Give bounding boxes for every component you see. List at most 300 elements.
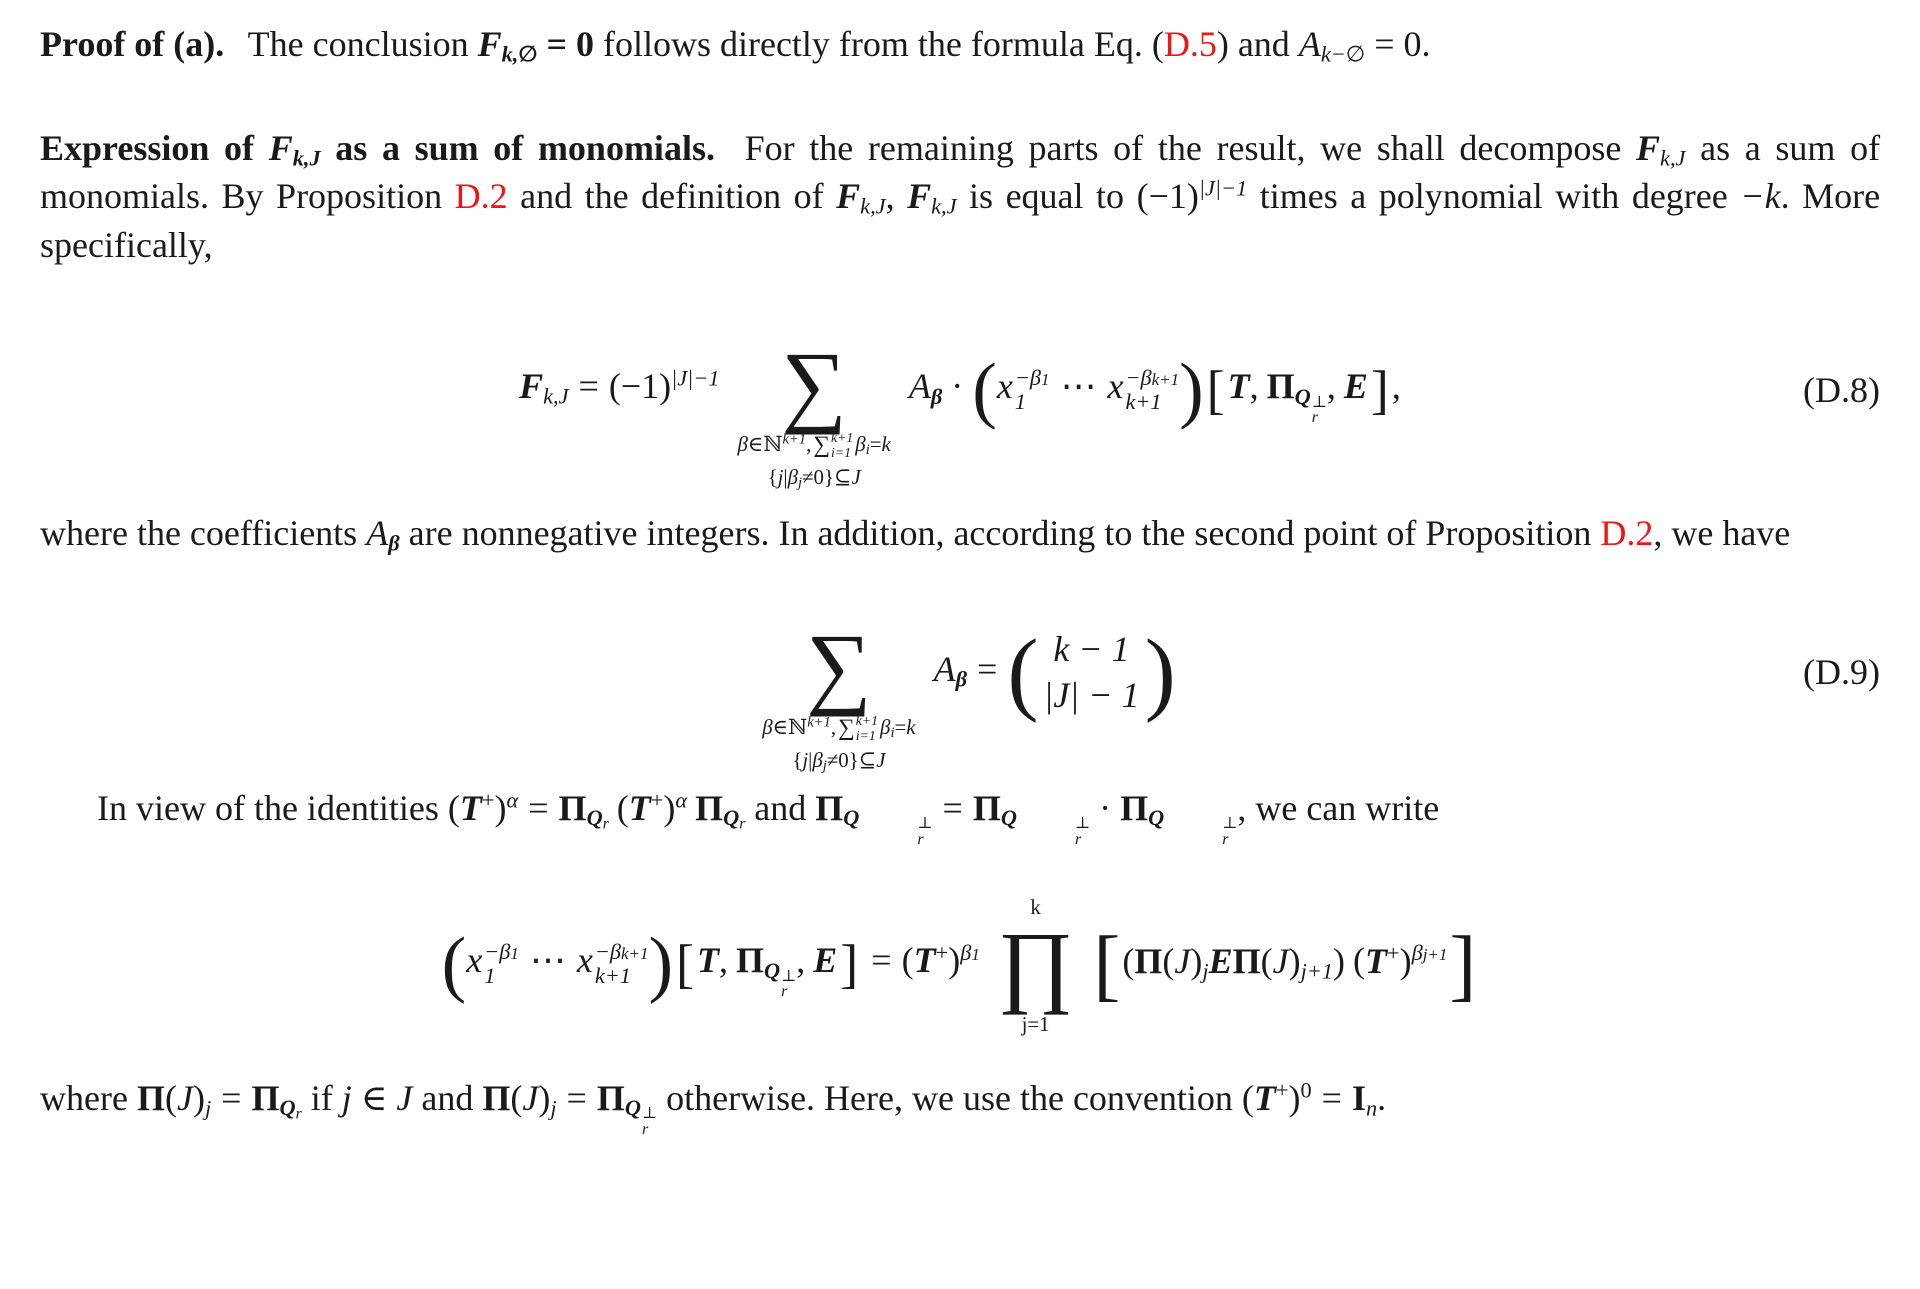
product-symbol: ∏ [997, 912, 1074, 1015]
math-var: E [813, 940, 838, 981]
math-sub: r [739, 815, 746, 833]
text-run: For the remaining parts of the result, we shall decompose [744, 128, 1622, 169]
text-run: if [310, 1077, 333, 1118]
big-right-paren: ) [1144, 620, 1176, 724]
math-f-k-j [836, 176, 886, 220]
paren: ( [164, 1077, 177, 1118]
paren: ) [1333, 940, 1345, 981]
supsub-stack [1125, 366, 1179, 414]
pi-projector: Π [1120, 787, 1149, 828]
math-sign-power [1137, 176, 1248, 216]
pi-projector: Π [695, 787, 724, 828]
equals-sign: = [942, 787, 963, 828]
math-var: Q [1294, 383, 1311, 409]
math-var: J [876, 747, 886, 772]
section-heading: Expression of [40, 128, 255, 169]
paragraph-expression [40, 124, 1880, 269]
math-sup-index: k+1 [1151, 369, 1180, 389]
math-var: E [1208, 940, 1233, 981]
math-sub: r [1222, 830, 1229, 848]
big-product-operator [998, 891, 1074, 1038]
punctuation: , [885, 176, 895, 217]
paren: ) [1190, 940, 1203, 981]
math-sup: k+1 [807, 714, 831, 731]
math-sub: k,J [543, 383, 569, 409]
math-sub: k,∅ [501, 41, 538, 67]
eq-d9-rhs [933, 620, 1176, 724]
equation-tag-d8: (D.8) [1803, 370, 1880, 411]
pi-projector: Π [136, 1077, 165, 1118]
identity-2 [815, 787, 1238, 848]
product-upper-limit: k [1030, 894, 1041, 919]
perp-r-stack [1312, 395, 1327, 426]
sum-limits-line2 [768, 464, 861, 491]
math-sub: β [955, 666, 967, 692]
math-sup: + [935, 940, 949, 966]
math-var: J [851, 465, 861, 490]
sum-bounds-stack [856, 714, 878, 744]
math-var: J [1272, 940, 1289, 981]
big-left-paren: ( [972, 348, 997, 431]
cdot-operator: · [951, 366, 964, 407]
math-sup: + [1387, 940, 1400, 966]
math-var: Q [723, 805, 740, 831]
sum-symbol: ∑ [813, 432, 830, 459]
math-sub: r [781, 983, 788, 1001]
big-left-paren: ( [1007, 620, 1039, 724]
pi-projector: Π [596, 1077, 625, 1118]
math-sub: i [890, 724, 895, 741]
math-sub: i=1 [855, 727, 876, 743]
math-sub: j [798, 475, 803, 492]
math-sup: 0 [1300, 1077, 1312, 1103]
punctuation: , [1249, 366, 1259, 407]
text-run: where [40, 1077, 128, 1118]
math-sub: i [865, 442, 870, 459]
big-left-paren: ( [441, 922, 467, 1005]
pi-j-definition-1 [136, 1077, 302, 1123]
math-sup: k+1 [831, 430, 854, 446]
math-sub [1000, 805, 1091, 848]
math-sub: j [822, 757, 827, 774]
math-sub: 1 [484, 963, 496, 989]
math-sub: k+1 [1125, 389, 1162, 415]
math-sup: α [675, 787, 688, 813]
math-sup: k+1 [782, 431, 807, 448]
pi-projector: Π [251, 1077, 280, 1118]
neq-zero-subset: ≠0}⊆ [802, 465, 852, 490]
right-bracket: ] [1370, 360, 1389, 421]
math-sub: j [204, 1095, 212, 1121]
binomial-top: k − 1 [1053, 628, 1130, 669]
math-var: A [366, 513, 389, 554]
paren: ( [1241, 1077, 1254, 1118]
math-sub: i=1 [831, 445, 851, 461]
math-var: β [737, 432, 748, 457]
proof-heading: Proof of (a). [40, 24, 225, 64]
section-heading: as a sum of monomials. [335, 128, 715, 169]
equals-sign: = [528, 787, 549, 828]
pi-projector: Π [558, 787, 587, 828]
math-var: j [341, 1077, 352, 1118]
equation-d8 [40, 315, 1880, 492]
cdots: ⋯ [529, 940, 566, 981]
sum-symbol: ∑ [838, 714, 855, 741]
paren: ) [538, 1077, 551, 1118]
paren: ( [616, 787, 629, 828]
text-run: ) and [1216, 24, 1290, 64]
text-run: where the coefficients [40, 513, 358, 554]
math-sup-index: 1 [971, 945, 980, 965]
sum-symbol: ∑ [806, 615, 872, 718]
pi-projector: Π [1266, 366, 1295, 407]
pi-projector: Π [736, 940, 765, 981]
math-sub: k,J [860, 194, 886, 220]
math-var: T [1365, 940, 1387, 981]
math-sub: r [602, 815, 609, 833]
math-var: β [762, 714, 773, 739]
text-run: In view of the identities [97, 787, 439, 828]
math-sup [595, 940, 649, 964]
ref-link-d2[interactable]: D.2 [1600, 513, 1654, 554]
math-var: Q [1000, 805, 1017, 831]
perp-symbol: ⊥ [641, 1105, 658, 1123]
paren: ) [663, 787, 676, 828]
perp-symbol: ⊥ [1074, 815, 1091, 833]
equation-d9 [40, 597, 1880, 774]
equals-sign: = [977, 648, 998, 689]
set-membership: ∈ℕ [772, 714, 808, 739]
equals-sign: = [894, 714, 907, 739]
math-var: β [880, 714, 891, 739]
math-var: x [576, 940, 593, 981]
text-run: are nonnegative integers. In addition, according to the second point of Proposition [408, 513, 1592, 554]
perp-r-stack [781, 969, 796, 1000]
math-var: A [933, 648, 956, 689]
identity-matrix: I [1351, 1077, 1366, 1118]
pi-projector: Π [1232, 940, 1261, 981]
punctuation: , [1391, 366, 1401, 407]
math-sub: j+1 [1300, 958, 1333, 984]
equals-sign: = [221, 1077, 242, 1118]
ref-link-d2[interactable]: D.2 [454, 176, 508, 217]
brace: { [792, 747, 803, 772]
equals-sign: = [566, 1077, 587, 1118]
math-var: −k [1740, 176, 1781, 217]
cdot-operator: · [1099, 787, 1112, 828]
left-bracket: [ [676, 934, 695, 995]
supsub-stack [595, 940, 649, 988]
math-sub: k,J [931, 194, 957, 220]
sum-bounds-stack [831, 431, 853, 461]
math-sub: r [917, 830, 924, 848]
paragraph-coefficients [40, 509, 1880, 557]
math-sub: r [295, 1105, 302, 1123]
math-f-k-j [268, 128, 321, 171]
math-sub [723, 805, 746, 833]
math-var: F [907, 176, 932, 217]
paragraph-identities [40, 784, 1880, 847]
equals-sign: = [578, 366, 599, 407]
paren: ( [447, 787, 460, 828]
math-var: T [1253, 1077, 1276, 1118]
bar: | [783, 465, 788, 490]
math-var: F [477, 24, 502, 64]
math-sub: n [1365, 1095, 1378, 1121]
paragraph-convention [40, 1074, 1880, 1137]
pi-projector: Π [482, 1077, 511, 1118]
math-sup: k+1 [855, 712, 879, 728]
math-sup: + [481, 787, 495, 813]
text-run: and the definition of [520, 176, 824, 217]
math-var: x [466, 940, 483, 981]
math-var: T [697, 940, 720, 981]
perp-symbol: ⊥ [1222, 815, 1238, 833]
cdots: ⋯ [1060, 366, 1097, 407]
math-sup-base: −β [594, 939, 622, 965]
math-rel: = 0. [1374, 24, 1431, 64]
sum-symbol: ∑ [781, 332, 847, 435]
math-var: A [1298, 24, 1321, 64]
paren: ) [948, 940, 961, 981]
eq-product-rhs [1091, 918, 1478, 1009]
paren: ) [1288, 1077, 1301, 1118]
perp-r-stack [642, 1106, 657, 1137]
perp-r-stack [860, 816, 932, 847]
text-run: , we can write [1237, 787, 1440, 828]
paren: ( [1260, 940, 1273, 981]
math-sub [1294, 383, 1327, 427]
math-a-beta [366, 513, 400, 556]
math-var: J [176, 1077, 193, 1118]
math-sup-base: −β [484, 939, 511, 965]
text-run: . More specifically, [40, 176, 1881, 265]
paren: ( [1162, 940, 1175, 981]
inline-sum [838, 714, 878, 744]
math-var: Q [764, 958, 781, 984]
math-sub: r [1074, 830, 1082, 848]
text-run: and [754, 787, 807, 828]
eq-d8-lhs [519, 365, 719, 408]
punctuation: , [1326, 366, 1336, 407]
text-run: , we have [1653, 513, 1791, 554]
math-sup-index: 1 [510, 944, 519, 964]
sum-limits-line2 [792, 747, 885, 774]
big-right-bracket: ] [1449, 918, 1477, 1009]
paren: ) [494, 787, 507, 828]
math-sup-index: k+1 [621, 944, 649, 964]
text-run: and [421, 1077, 474, 1118]
math-base: (−1) [1136, 176, 1199, 217]
paren: ) [1399, 940, 1412, 981]
paren: ( [901, 940, 914, 981]
perp-r-stack [1018, 816, 1090, 847]
math-sup-index: j+1 [1422, 945, 1448, 965]
convention-identity [1241, 1077, 1387, 1121]
math-var: Q [624, 1095, 641, 1121]
brace: { [767, 465, 778, 490]
math-var: Q [843, 805, 860, 831]
math-sub: β [388, 530, 400, 556]
math-var: J [522, 1077, 539, 1118]
math-var: F [836, 176, 861, 217]
inline-sum [813, 431, 853, 461]
sum-limits-line1 [762, 714, 915, 744]
paragraph-proof-a [40, 20, 1880, 68]
math-sub: k−∅ [1320, 41, 1366, 67]
math-sub: r [1311, 409, 1319, 427]
math-sup-base: β [1411, 940, 1423, 966]
math-sub [586, 805, 609, 833]
math-var: F [1636, 128, 1661, 169]
math-f-k-j [907, 176, 957, 220]
paren: ( [1122, 940, 1135, 981]
math-sup-base: β [960, 940, 972, 966]
math-var: j [802, 747, 809, 772]
text-run: as a sum of monomials. By Proposition [40, 128, 1881, 217]
math-sub: k,J [292, 145, 321, 171]
math-sup-base: −β [1125, 364, 1152, 390]
paren: ( [510, 1077, 523, 1118]
math-var: x [996, 366, 1013, 407]
math-var: j [777, 465, 784, 490]
math-sub [1148, 805, 1238, 848]
text-run: is equal to [969, 176, 1125, 217]
math-var: β [787, 465, 798, 490]
math-sup: |J|−1 [1198, 176, 1248, 202]
math-sup [1412, 940, 1448, 965]
math-var: x [1107, 366, 1124, 407]
big-left-bracket: [ [1093, 918, 1121, 1009]
math-sub: j [1202, 958, 1209, 984]
math-sup [484, 940, 519, 964]
math-sup [960, 940, 980, 965]
math-sub [843, 805, 933, 848]
big-sum-operator [762, 615, 916, 774]
math-var: F [268, 128, 293, 169]
paren: ) [192, 1077, 205, 1118]
equals-sign: = [1321, 1077, 1342, 1118]
math-sub [764, 958, 797, 1001]
equals-sign: = [871, 940, 892, 981]
math-sup-base: −β [1014, 364, 1041, 390]
supsub-stack [484, 940, 519, 988]
punctuation: , [796, 940, 806, 981]
math-sub: r [641, 1120, 649, 1138]
paren: ( [1353, 940, 1365, 981]
text-run: times a polynomial with degree [1259, 176, 1728, 217]
pi-projector: Π [972, 787, 1001, 828]
math-sup [1015, 366, 1050, 390]
element-of-symbol: ∈ [360, 1077, 388, 1118]
ref-link-d5[interactable]: D.5 [1163, 24, 1217, 64]
big-right-paren: ) [648, 922, 674, 1005]
identity-1 [447, 787, 746, 833]
binomial-bottom: |J| − 1 [1043, 675, 1140, 716]
perp-symbol: ⊥ [781, 968, 797, 986]
perp-r-stack [1165, 816, 1237, 847]
math-var: k [906, 714, 916, 739]
math-var: E [1343, 366, 1368, 407]
math-sub: k,J [1660, 145, 1686, 171]
perp-symbol: ⊥ [917, 815, 933, 833]
math-var: T [913, 940, 936, 981]
math-f-k-j [1636, 128, 1686, 171]
math-base: (−1) [608, 366, 672, 407]
set-membership: ∈ℕ [747, 432, 783, 457]
math-sup: α [506, 787, 519, 813]
equation-tag-d9: (D.9) [1803, 652, 1880, 693]
math-a-k-empty [1298, 24, 1431, 67]
math-rel: = 0 [546, 24, 594, 64]
math-sub: j [550, 1095, 557, 1121]
eq-product-lhs [441, 922, 980, 1005]
punctuation: , [719, 940, 729, 981]
math-var: J [1174, 940, 1191, 981]
big-right-paren: ) [1179, 348, 1204, 431]
math-sub [279, 1095, 302, 1123]
text-run: otherwise. Here, we use the convention [666, 1077, 1233, 1118]
math-var: T [628, 787, 651, 828]
pi-projector: Π [815, 787, 844, 828]
j-in-J [342, 1078, 413, 1118]
sum-limits-line1 [738, 431, 891, 461]
big-sum-operator [737, 332, 891, 492]
math-sup-index: 1 [1040, 369, 1050, 389]
equals-sign: = [869, 432, 882, 457]
equation-product [40, 891, 1880, 1038]
text-run: follows directly from the formula Eq. ( [602, 24, 1164, 64]
math-var: Q [1148, 805, 1165, 831]
punctuation: . [1377, 1077, 1387, 1118]
math-sup: |J|−1 [671, 366, 720, 392]
math-f-k-empty [477, 24, 594, 67]
perp-symbol: ⊥ [1311, 394, 1327, 412]
math-sub: k+1 [594, 963, 631, 989]
math-var: k [881, 432, 891, 457]
math-var: T [459, 787, 482, 828]
math-sub [624, 1095, 658, 1138]
math-var: Q [586, 805, 603, 831]
pi-projector: Π [1134, 940, 1163, 981]
math-sup [1125, 366, 1179, 390]
eq-d8-rhs [908, 348, 1401, 431]
bar: | [808, 747, 813, 772]
product-lower-limit: j=1 [1021, 1011, 1050, 1036]
math-var: β [855, 432, 866, 457]
neq-zero-subset: ≠0}⊆ [826, 747, 877, 772]
math-var: T [1227, 366, 1250, 407]
binomial-column [1038, 626, 1144, 720]
math-sub: β [930, 383, 943, 409]
math-var: β [812, 747, 823, 772]
math-sup: + [650, 787, 664, 813]
math-var: A [908, 366, 931, 407]
supsub-stack [1015, 366, 1050, 414]
punctuation: , [830, 714, 837, 739]
right-bracket: ] [840, 934, 859, 995]
paren: ) [1288, 940, 1301, 981]
pi-j-definition-2 [482, 1077, 658, 1138]
math-sub: 1 [1014, 389, 1026, 415]
math-sup: + [1275, 1077, 1289, 1103]
math-var: F [519, 366, 544, 407]
math-var: Q [279, 1095, 296, 1121]
math-var: J [396, 1077, 413, 1118]
text-run: The conclusion [247, 24, 469, 64]
punctuation: , [806, 432, 812, 457]
left-bracket: [ [1206, 360, 1225, 421]
